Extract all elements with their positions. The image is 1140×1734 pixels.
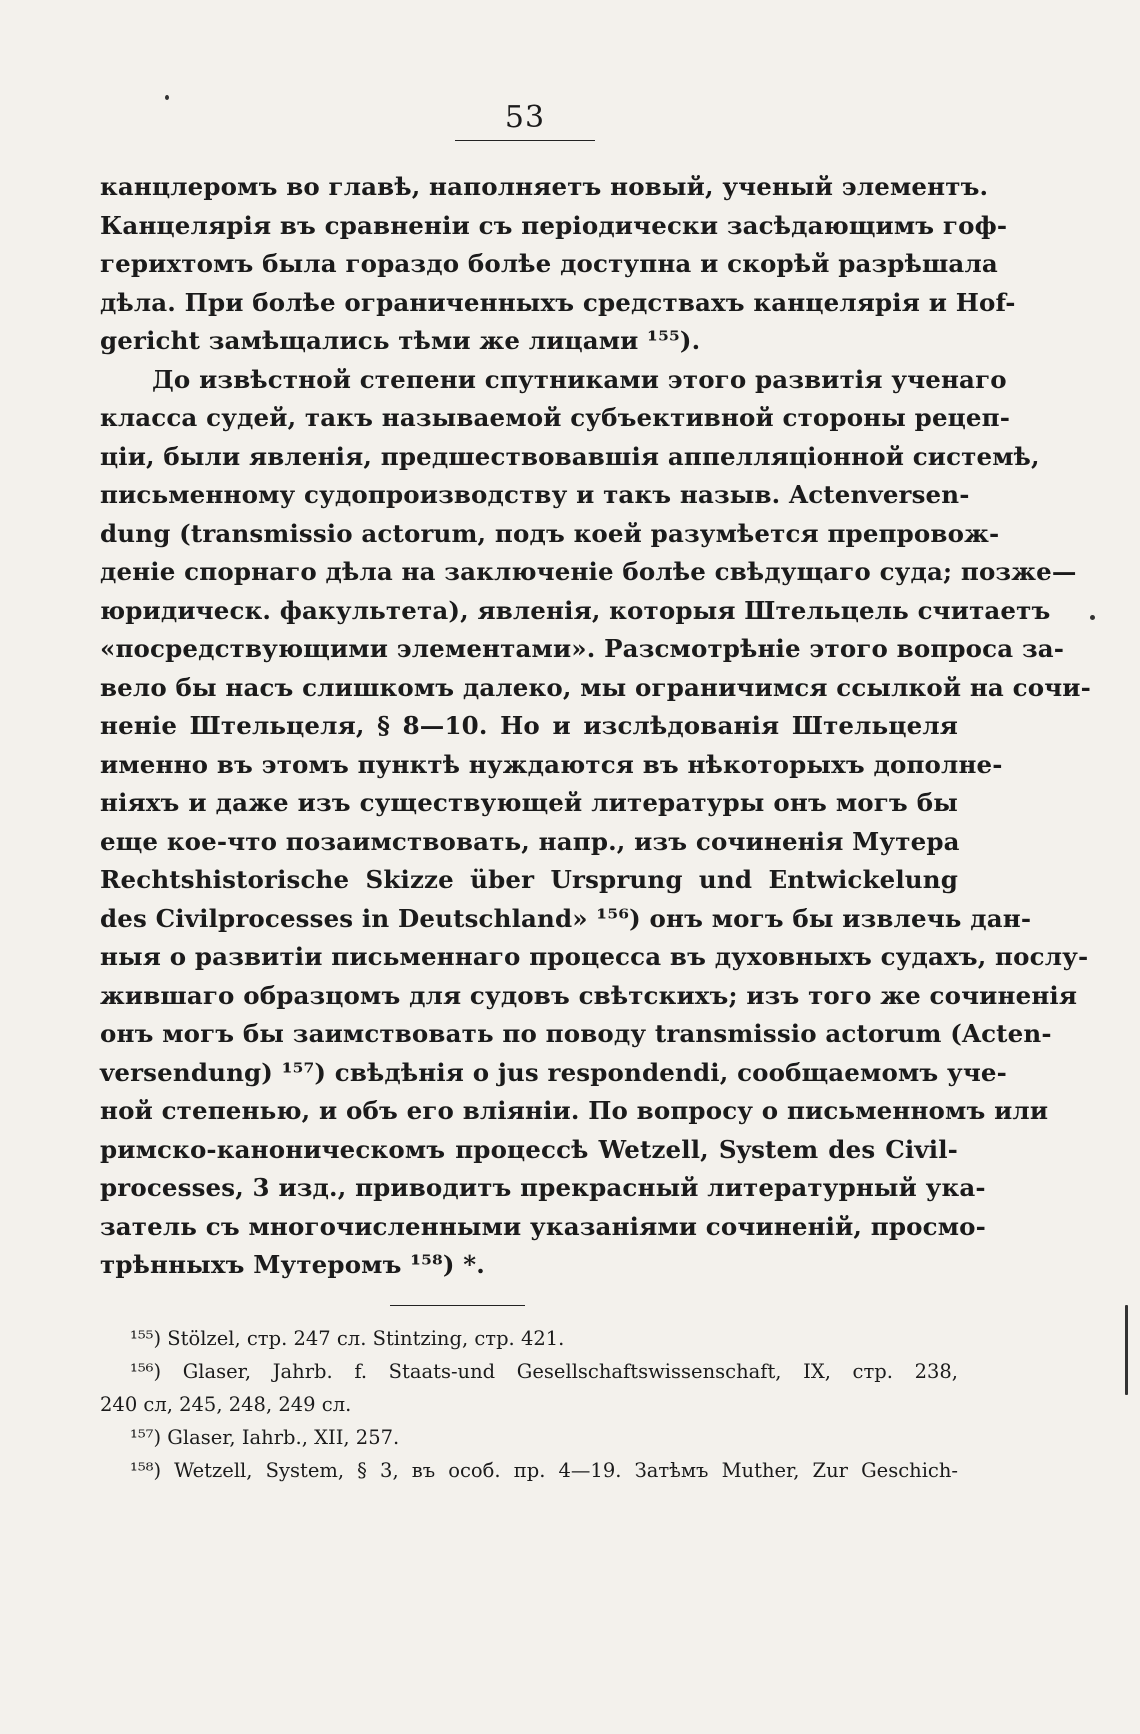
footnote-line: ¹⁵⁸) Wetzell, System, § 3, въ особ. пр. 4—19. Затѣмъ Muther, Zur Geschich- xyxy=(130,1459,958,1482)
text-line: des Civilprocesses in Deutschland» ¹⁵⁶) онъ могъ бы извлечь дан- xyxy=(100,903,1032,933)
footnote-line: 240 сл, 245, 248, 249 сл. xyxy=(100,1393,352,1416)
text-line: римско-каноническомъ процессѣ Wetzell, System des Civil- xyxy=(100,1134,958,1164)
footnote-line: ¹⁵⁶) Glaser, Jahrb. f. Staats-und Gesellschaftswissenschaft, IX, стр. 238, xyxy=(130,1360,958,1383)
text-line: дѣла. При болѣе ограниченныхъ средствахъ канцелярія и Hof- xyxy=(100,287,1016,317)
text-line: вело бы насъ слишкомъ далеко, мы ограничимся ссылкой на сочи- xyxy=(100,672,1091,702)
text-line: юридическ. факультета), явленія, которыя Штельцель считаетъ xyxy=(100,595,1051,625)
text-line: онъ могъ бы заимствовать по поводу transmissio actorum (Acten- xyxy=(100,1019,1052,1048)
page-number: 53 xyxy=(504,100,546,135)
text-line: затель съ многочисленными указаніями сочиненій, просмо- xyxy=(100,1211,986,1241)
text-line: gericht замѣщались тѣми же лицами ¹⁵⁵). xyxy=(100,326,701,355)
text-line: ныя о развитіи письменнаго процесса въ духовныхъ судахъ, послу- xyxy=(100,942,1089,971)
footnote-rule xyxy=(390,1305,525,1306)
scan-speck xyxy=(1090,615,1095,620)
scan-speck xyxy=(1125,1305,1128,1395)
footnote-line: ¹⁵⁷) Glaser, Iahrb., XII, 257. xyxy=(130,1426,400,1449)
footnote-line: ¹⁵⁵) Stölzel, стр. 247 сл. Stintzing, стр. 421. xyxy=(130,1327,565,1350)
text-line: именно въ этомъ пунктѣ нуждаются въ нѣкоторыхъ дополне- xyxy=(100,749,1003,779)
text-line: Канцелярія въ сравненіи съ періодически засѣдающимъ гоф- xyxy=(100,210,1008,240)
text-line: деніе спорнаго дѣла на заключеніе болѣе свѣдущаго суда; позже— xyxy=(100,557,1077,586)
footnotes xyxy=(100,1322,958,1487)
text-line: ціи, были явленія, предшествовавшія аппелляціонной системѣ, xyxy=(100,441,1040,471)
text-line: неніе Штельцеля, § 8—10. Но и изслѣдованія Штельцеля xyxy=(100,711,958,740)
text-line: жившаго образцомъ для судовъ свѣтскихъ; изъ того же сочиненія xyxy=(100,980,1078,1010)
paragraph-start-line: До извѣстной степени спутниками этого развитія ученаго xyxy=(152,364,1007,394)
text-line: еще кое-что позаимствовать, напр., изъ сочиненія Мутера xyxy=(100,826,960,856)
main-text xyxy=(100,168,1091,1285)
text-line: versendung) ¹⁵⁷) свѣдѣнія о jus respondendi, сообщаемомъ уче- xyxy=(100,1057,1007,1087)
text-line: «посредствующими элементами». Разсмотрѣніе этого вопроса за- xyxy=(100,634,1065,663)
text-line: ной степенью, и объ его вліяніи. По вопросу о письменномъ или xyxy=(100,1096,1049,1125)
text-line: ніяхъ и даже изъ существующей литературы онъ могъ бы xyxy=(100,788,958,817)
text-line: герихтомъ была гораздо болѣе доступна и скорѣй разрѣшала xyxy=(100,249,998,278)
text-line: трѣнныхъ Мутеромъ ¹⁵⁸) *. xyxy=(100,1250,485,1279)
text-line: класса судей, такъ называемой субъективной стороны рецеп- xyxy=(100,403,1011,432)
text-line: Rechtshistorische Skizze über Ursprung und Entwickelung xyxy=(100,865,958,894)
text-line: processes, 3 изд., приводитъ прекрасный литературный ука- xyxy=(100,1173,986,1202)
text-line: dung (transmissio actorum, подъ коей разумѣется препровож- xyxy=(100,518,1000,548)
scan-speck xyxy=(165,95,169,100)
header-rule xyxy=(455,140,595,141)
text-line: письменному судопроизводству и такъ назыв. Actenversen- xyxy=(100,480,970,509)
text-line: канцлеромъ во главѣ, наполняетъ новый, ученый элементъ. xyxy=(100,172,989,201)
